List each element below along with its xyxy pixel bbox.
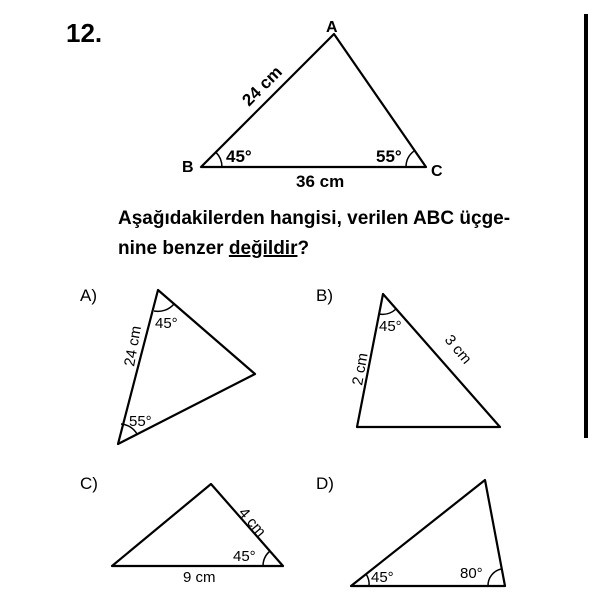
option-b-side-left: 2 cm bbox=[349, 351, 372, 387]
option-d-label: D) bbox=[316, 474, 334, 493]
option-d-left-arc bbox=[366, 574, 369, 586]
question-emphasis: değildir bbox=[228, 238, 298, 259]
option-c-right-arc bbox=[263, 551, 270, 566]
option-c-side-right: 4 cm bbox=[234, 504, 270, 541]
option-a-angle-bottom: 55° bbox=[129, 413, 152, 430]
option-b-angle-top: 45° bbox=[379, 318, 402, 335]
question-line-2-end: ? bbox=[297, 238, 310, 259]
main-side-ab: 24 cm bbox=[238, 62, 286, 110]
option-d-angle-right: 80° bbox=[460, 565, 483, 582]
question-line-2-start: nine benzer bbox=[118, 238, 229, 259]
main-angle-b: 45° bbox=[226, 147, 252, 166]
main-vertex-b: B bbox=[182, 159, 194, 176]
question-line-1: Aşağıdakilerden hangisi, verilen ABC üçge- bbox=[118, 208, 511, 229]
option-d-angle-left: 45° bbox=[371, 569, 394, 586]
option-a-top-arc bbox=[154, 304, 174, 311]
option-b-triangle bbox=[357, 294, 500, 427]
option-b-side-right: 3 cm bbox=[440, 331, 475, 368]
main-angle-b-arc bbox=[216, 152, 222, 167]
option-b-top-arc bbox=[379, 309, 396, 314]
main-vertex-a: A bbox=[326, 19, 338, 36]
main-side-bc: 36 cm bbox=[296, 172, 345, 191]
question-number: 12. bbox=[66, 18, 103, 48]
option-a-label: A) bbox=[80, 286, 97, 305]
option-c-label: C) bbox=[80, 474, 98, 493]
main-vertex-c: C bbox=[431, 163, 443, 180]
main-angle-c-arc bbox=[406, 151, 414, 167]
main-angle-c: 55° bbox=[376, 147, 402, 166]
option-a-angle-top: 45° bbox=[155, 315, 178, 332]
option-c-angle-right: 45° bbox=[233, 548, 256, 565]
option-a-side: 24 cm bbox=[121, 324, 146, 368]
option-d-right-arc bbox=[488, 569, 501, 586]
option-b-label: B) bbox=[316, 286, 333, 305]
option-c-side-bottom: 9 cm bbox=[183, 569, 216, 586]
